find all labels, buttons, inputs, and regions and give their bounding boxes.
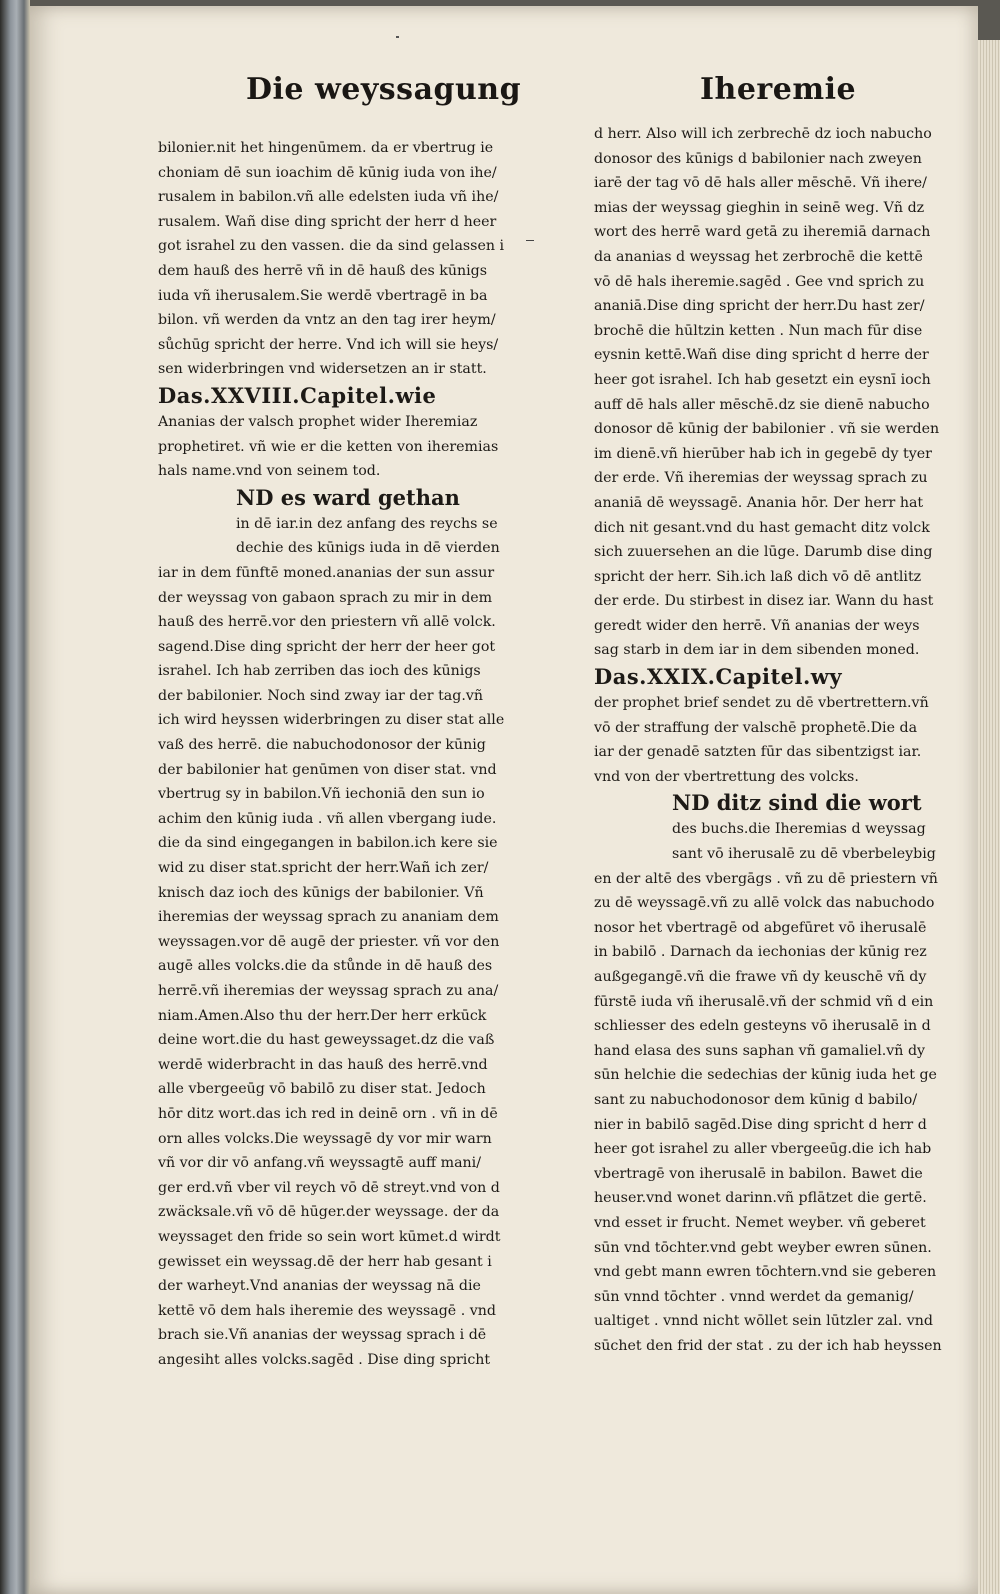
text-line: rusalem in babilon.vñ alle edelsten iuda vñ ihe/ xyxy=(158,189,499,206)
text-line: ananiā dē weyssagē. Anania hōr. Der herr hat xyxy=(594,494,924,511)
text-line: iuda vñ iherusalem.Sie werdē vbertragē in ba xyxy=(158,287,488,304)
left-column xyxy=(158,136,528,1373)
text-line: des buchs.die Iheremias d weyssag xyxy=(672,821,926,838)
text-line: nosor het vbertragē od abgefūret vō iherusalē xyxy=(594,919,927,936)
text-line: vnd esset ir frucht. Nemet weyber. vñ geberet xyxy=(594,1214,926,1231)
text-line: der erde. Vñ iheremias der weyssag sprach zu xyxy=(594,470,928,487)
text-line: gewisset ein weyssag.dē der herr hab gesant i xyxy=(158,1253,492,1270)
text-line: spricht der herr. Sih.ich laß dich vō dē antlitz xyxy=(594,568,922,585)
text-line: alle vbergeeūg vō babilō zu diser stat. Jedoch xyxy=(158,1081,486,1098)
text-line: fūrstē iuda vñ iherusalē.vñ der schmid vñ d ein xyxy=(594,993,934,1010)
text-line: vō dē hals iheremie.sagēd . Gee vnd sprich zu xyxy=(594,273,925,290)
text-line: hauß des herrē.vor den priestern vñ allē volck. xyxy=(158,614,496,631)
chapter-incipit: ND es ward gethan xyxy=(236,484,460,510)
text-line: der erde. Du stirbest in disez iar. Wann du hast xyxy=(594,593,934,610)
chapter-summary-line: Ananias der valsch prophet wider Iheremiaz xyxy=(158,413,478,430)
text-line: auff dē hals aller mēschē.dz sie dienē nabucho xyxy=(594,396,930,413)
text-line: weyssagen.vor dē augē der priester. vñ vor den xyxy=(158,933,500,950)
text-line: die da sind eingegangen in babilon.ich kere sie xyxy=(158,835,498,852)
text-line: kettē vō dem hals iheremie des weyssagē . vnd xyxy=(158,1302,496,1319)
text-line: iar in dem fūnftē moned.ananias der sun assur xyxy=(158,564,495,581)
text-line: orn alles volcks.Die weyssagē dy vor mir warn xyxy=(158,1130,492,1147)
text-line: nier in babilō sagēd.Dise ding spricht d herr d xyxy=(594,1116,927,1133)
text-line: der babilonier. Noch sind zway iar der tag.vñ xyxy=(158,687,483,704)
text-line: weyssaget den fride so sein wort kūmet.d wirdt xyxy=(158,1228,501,1245)
text-line: zu dē weyssagē.vñ zu allē volck das nabuchodo xyxy=(594,895,935,912)
text-line: dechie des kūnigs iuda in dē vierden xyxy=(236,540,500,557)
text-line: sūn helchie die sedechias der kūnig iuda het ge xyxy=(594,1067,937,1084)
text-line: sen widerbringen vnd widersetzen an ir statt. xyxy=(158,361,487,378)
chapter-incipit: ND ditz sind die wort xyxy=(672,790,922,816)
text-line: bilon. vñ werden da vntz an den tag irer heym/ xyxy=(158,312,496,329)
chapter-summary-line: iar der genadē satzten fūr das sibentzigst iar. xyxy=(594,744,922,761)
page-speck xyxy=(396,36,399,38)
text-line: mias der weyssag gieghin in seinē weg. Vñ dz xyxy=(594,199,925,216)
text-line: iheremias der weyssag sprach zu ananiam dem xyxy=(158,909,499,926)
chapter-summary-line: vō der straffung der valschē prophetē.Die da xyxy=(594,719,918,736)
text-line: sūn vnd tōchter.vnd gebt weyber ewren sūnen. xyxy=(594,1239,932,1256)
text-line: d herr. Also will ich zerbrechē dz ioch nabucho xyxy=(594,126,932,142)
text-line: sich zuuersehen an die lūge. Darumb dise ding xyxy=(594,544,933,561)
chapter-heading: Das.XXVIII.Capitel.wie xyxy=(158,382,437,408)
running-head-right: Iheremie xyxy=(700,72,857,107)
text-line: choniam dē sun ioachim dē kūnig iuda von ihe/ xyxy=(158,164,497,181)
next-page-edge xyxy=(978,40,1000,1594)
text-line: in dē iar.in dez anfang des reychs se xyxy=(236,515,498,532)
text-line: deine wort.die du hast geweyssaget.dz die vaß xyxy=(158,1032,495,1049)
text-line: heer got israhel zu aller vbergeeūg.die ich hab xyxy=(594,1141,932,1158)
text-line: zwäcksale.vñ vō dē hūger.der weyssage. der da xyxy=(158,1204,500,1221)
text-line: en der altē des vbergāgs . vñ zu dē priestern vñ xyxy=(594,870,938,887)
chapter-summary-line: hals name.vnd von seinem tod. xyxy=(158,463,381,480)
text-line: donosor dē kūnig der babilonier . vñ sie werden xyxy=(594,421,940,438)
text-line: bilonier.nit het hingenūmem. da er vbertrug ie xyxy=(158,140,494,156)
text-line: geredt wider den herrē. Vñ ananias der weys xyxy=(594,617,920,634)
text-line: sant zu nabuchodonosor dem kūnig d babilo/ xyxy=(594,1091,918,1108)
chapter-summary-line: vnd von der vbertrettung des volcks. xyxy=(594,768,859,785)
text-line: vñ vor dir vō anfang.vñ weyssagtē auff mani/ xyxy=(158,1155,482,1172)
chapter-heading: Das.XXIX.Capitel.wy xyxy=(594,664,843,690)
text-line: vaß des herrē. die nabuchodonosor der kūnig xyxy=(158,737,486,754)
text-line: sūchet den frid der stat . zu der ich hab heyssen xyxy=(594,1337,942,1354)
text-line: sūn vnnd tōchter . vnnd werdet da gemanig/ xyxy=(594,1288,914,1305)
text-line: dich nit gesant.vnd du hast gemacht ditz volck xyxy=(594,519,930,536)
text-line: donosor des kūnigs d babilonier nach zweyen xyxy=(594,150,922,167)
running-head-left: Die weyssagung xyxy=(246,72,522,107)
text-line: brochē die hūltzin ketten . Nun mach fūr dise xyxy=(594,322,923,339)
text-line: in babilō . Darnach da iechonias der kūnig rez xyxy=(594,944,927,961)
text-line: heer got israhel. Ich hab gesetzt ein eysnī ioch xyxy=(594,371,931,388)
text-line: hand elasa des suns saphan vñ gamaliel.vñ dy xyxy=(594,1042,926,1059)
text-line: rusalem. Wañ dise ding spricht der herr d heer xyxy=(158,213,497,230)
text-line: israhel. Ich hab zerriben das ioch des kūnigs xyxy=(158,663,481,680)
text-line: dem hauß des herrē vñ in dē hauß des kūnigs xyxy=(158,262,488,279)
text-line: ger erd.vñ vber vil reych vō dē streyt.vnd von d xyxy=(158,1179,500,1196)
text-line: sůchūg spricht der herre. Vnd ich will sie heys/ xyxy=(158,336,499,353)
text-line: hōr ditz wort.das ich red in deinē orn . vñ in dē xyxy=(158,1105,498,1122)
chapter-summary-line: prophetiret. vñ wie er die ketten von iheremias xyxy=(158,438,499,455)
text-line: knisch daz ioch des kūnigs der babilonier. Vñ xyxy=(158,884,484,901)
text-line: schliesser des edeln gesteyns vō iherusalē in d xyxy=(594,1018,931,1035)
text-line: augē alles volcks.die da stůnde in dē hauß des xyxy=(158,958,493,975)
text-line: heuser.vnd wonet darinn.vñ pflātzet die gertē. xyxy=(594,1190,927,1207)
text-line: sagend.Dise ding spricht der herr der heer got xyxy=(158,638,496,655)
text-line: eysnin kettē.Wañ dise ding spricht d herre der xyxy=(594,347,929,364)
text-line: werdē widerbracht in das hauß des herrē.vnd xyxy=(158,1056,488,1073)
text-line: angesiht alles volcks.sagēd . Dise ding spricht xyxy=(158,1351,491,1368)
text-line: vbertrug sy in babilon.Vñ iechoniā den sun io xyxy=(158,786,485,803)
text-line: der weyssag von gabaon sprach zu mir in dem xyxy=(158,589,493,606)
text-line: da ananias d weyssag het zerbrochē die kettē xyxy=(594,248,923,265)
text-line: der babilonier hat genūmen von diser stat. vnd xyxy=(158,761,497,778)
text-line: wid zu diser stat.spricht der herr.Wañ ich zer/ xyxy=(158,860,489,877)
text-line: brach sie.Vñ ananias der weyssag sprach i dē xyxy=(158,1327,487,1344)
text-line: iarē der tag vō dē hals aller mēschē. Vñ ihere/ xyxy=(594,175,927,192)
text-line: ananiā.Dise ding spricht der herr.Du hast zer/ xyxy=(594,298,925,315)
text-line: im dienē.vñ hierūber hab ich in gegebē dy tyer xyxy=(594,445,932,462)
text-line: niam.Amen.Also thu der herr.Der herr erkūck xyxy=(158,1007,487,1024)
book-spine xyxy=(0,0,30,1594)
text-line: vbertragē von iherusalē in babilon. Bawet die xyxy=(594,1165,923,1182)
text-line: vnd gebt mann ewren tōchtern.vnd sie geberen xyxy=(594,1264,937,1281)
text-line: der warheyt.Vnd ananias der weyssag nā die xyxy=(158,1278,481,1295)
text-line: sant vō iherusalē zu dē vberbeleybig xyxy=(672,846,936,863)
text-line: achim den kūnig iuda . vñ allen vbergang iude. xyxy=(158,810,497,827)
text-line: ualtiget . vnnd nicht wōllet sein lūtzler zal. vnd xyxy=(594,1313,933,1330)
chapter-summary-line: der prophet brief sendet zu dē vbertrettern.vñ xyxy=(594,695,929,712)
text-line: got israhel zu den vassen. die da sind gelassen i xyxy=(158,238,505,255)
right-column xyxy=(594,122,940,1359)
text-line: sag starb in dem iar in dem sibenden moned. xyxy=(594,642,920,659)
text-line: außgegangē.vñ die frawe vñ dy keuschē vñ dy xyxy=(594,969,927,985)
text-line: wort des herrē ward getā zu iheremiā darnach xyxy=(594,224,931,241)
text-line: herrē.vñ iheremias der weyssag sprach zu ana/ xyxy=(158,983,499,999)
text-line: ich wird heyssen widerbringen zu diser stat alle xyxy=(158,712,505,729)
